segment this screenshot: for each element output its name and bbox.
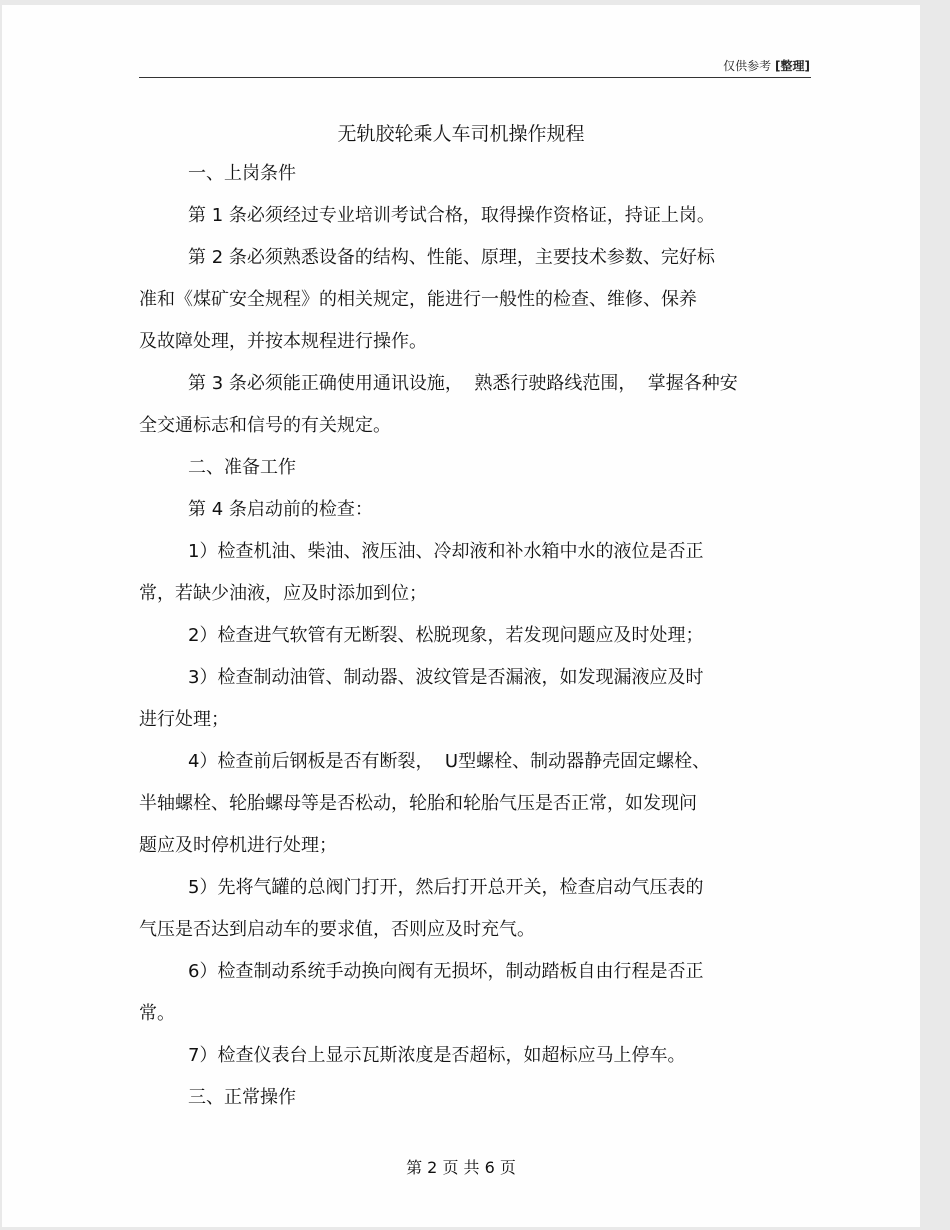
document-page <box>2 5 920 1227</box>
body-line: 全交通标志和信号的有关规定。 <box>139 415 391 436</box>
body-line: 气压是否达到启动车的要求值，否则应及时充气。 <box>139 919 535 940</box>
body-line: 3）检查制动油管、制动器、波纹管是否漏液，如发现漏液应及时 <box>188 667 704 688</box>
document-title: 无轨胶轮乘人车司机操作规程 <box>337 123 585 145</box>
body-line: 第 4 条启动前的检查： <box>188 499 373 520</box>
body-line: 7）检查仪表台上显示瓦斯浓度是否超标，如超标应马上停车。 <box>188 1045 686 1066</box>
body-line: 常，若缺少油液，应及时添加到位； <box>139 583 427 604</box>
body-line: 第 3 条必须能正确使用通讯设施， 熟悉行驶路线范围， 掌握各种安 <box>188 373 738 394</box>
body-line: 第 1 条必须经过专业培训考试合格，取得操作资格证，持证上岗。 <box>188 205 715 226</box>
body-line: 一、上岗条件 <box>188 163 296 184</box>
document-body <box>139 153 819 1119</box>
body-line: 题应及时停机进行处理； <box>139 835 337 856</box>
body-line: 二、准备工作 <box>188 457 296 478</box>
body-line: 准和《煤矿安全规程》的相关规定，能进行一般性的检查、维修、保养 <box>139 289 697 310</box>
body-line: 1）检查机油、柴油、液压油、冷却液和补水箱中水的液位是否正 <box>188 541 704 562</box>
page-header <box>723 57 810 74</box>
body-line: 及故障处理，并按本规程进行操作。 <box>139 331 427 352</box>
page-footer: 第 2 页 共 6 页 <box>406 1158 516 1177</box>
body-line: 半轴螺栓、轮胎螺母等是否松动，轮胎和轮胎气压是否正常，如发现问 <box>139 793 697 814</box>
body-line: 4）检查前后钢板是否有断裂， U型螺栓、制动器静壳固定螺栓、 <box>188 751 711 772</box>
header-text: 仅供参考 <box>723 59 772 73</box>
body-line: 进行处理； <box>139 709 229 730</box>
body-line: 5）先将气罐的总阀门打开，然后打开总开关，检查启动气压表的 <box>188 877 704 898</box>
body-line: 常。 <box>139 1003 175 1024</box>
body-line: 6）检查制动系统手动换向阀有无损坏，制动踏板自由行程是否正 <box>188 961 704 982</box>
body-line: 第 2 条必须熟悉设备的结构、性能、原理，主要技术参数、完好标 <box>188 247 715 268</box>
header-rule <box>139 77 811 78</box>
body-line: 三、正常操作 <box>188 1087 296 1108</box>
body-line: 2）检查进气软管有无断裂、松脱现象，若发现问题应及时处理； <box>188 625 704 646</box>
header-tag: [整理] <box>775 59 810 73</box>
